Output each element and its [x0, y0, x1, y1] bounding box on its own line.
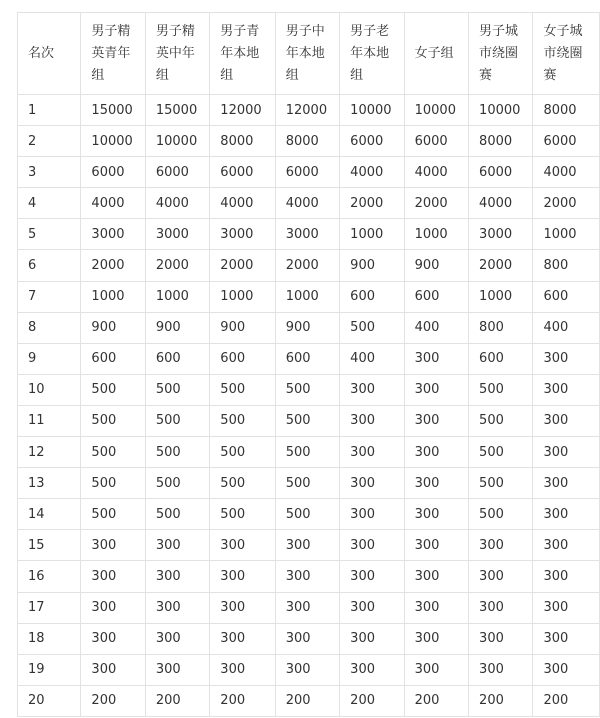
prize-cell: 8000	[275, 126, 339, 157]
prize-cell: 600	[533, 281, 600, 312]
prize-cell: 900	[81, 312, 145, 343]
prize-cell: 2000	[81, 250, 145, 281]
rank-cell: 2	[18, 126, 81, 157]
prize-cell: 500	[469, 499, 533, 530]
prize-cell: 200	[340, 685, 404, 716]
prize-cell: 300	[340, 592, 404, 623]
table-row	[18, 374, 600, 405]
table-row	[18, 188, 600, 219]
prize-cell: 300	[340, 405, 404, 436]
prize-cell: 10000	[340, 95, 404, 126]
prize-cell: 300	[340, 437, 404, 468]
prize-cell: 300	[145, 530, 209, 561]
prize-cell: 800	[469, 312, 533, 343]
prize-cell: 500	[275, 374, 339, 405]
prize-cell: 3000	[145, 219, 209, 250]
header-category: 男子精英中年组	[145, 13, 209, 95]
prize-cell: 600	[210, 343, 275, 374]
prize-cell: 300	[404, 654, 468, 685]
prize-cell: 1000	[275, 281, 339, 312]
prize-cell: 200	[145, 685, 209, 716]
prize-cell: 600	[275, 343, 339, 374]
prize-cell: 300	[533, 623, 600, 654]
prize-cell: 6000	[210, 157, 275, 188]
table-row	[18, 405, 600, 436]
prize-cell: 300	[81, 592, 145, 623]
prize-cell: 2000	[145, 250, 209, 281]
prize-cell: 300	[533, 530, 600, 561]
prize-cell: 1000	[469, 281, 533, 312]
prize-cell: 300	[275, 623, 339, 654]
prize-cell: 300	[404, 592, 468, 623]
rank-cell: 9	[18, 343, 81, 374]
prize-cell: 500	[210, 374, 275, 405]
header-category: 女子组	[404, 13, 468, 95]
rank-cell: 20	[18, 685, 81, 716]
prize-cell: 3000	[469, 219, 533, 250]
prize-cell: 300	[469, 623, 533, 654]
prize-cell: 3000	[210, 219, 275, 250]
prize-cell: 300	[210, 530, 275, 561]
prize-cell: 300	[533, 654, 600, 685]
prize-cell: 6000	[404, 126, 468, 157]
prize-cell: 300	[469, 654, 533, 685]
prize-cell: 2000	[210, 250, 275, 281]
rank-cell: 15	[18, 530, 81, 561]
prize-cell: 300	[210, 561, 275, 592]
prize-cell: 300	[340, 623, 404, 654]
prize-cell: 10000	[404, 95, 468, 126]
prize-cell: 400	[404, 312, 468, 343]
table-row	[18, 157, 600, 188]
prize-cell: 1000	[340, 219, 404, 250]
prize-cell: 6000	[533, 126, 600, 157]
prize-cell: 4000	[210, 188, 275, 219]
prize-cell: 600	[81, 343, 145, 374]
prize-cell: 500	[81, 499, 145, 530]
table-row	[18, 468, 600, 499]
prize-table	[17, 12, 600, 717]
prize-cell: 300	[533, 561, 600, 592]
rank-cell: 18	[18, 623, 81, 654]
prize-cell: 400	[533, 312, 600, 343]
header-category: 女子城市绕圈赛	[533, 13, 600, 95]
prize-cell: 3000	[275, 219, 339, 250]
prize-cell: 300	[81, 530, 145, 561]
table-header	[18, 13, 600, 95]
prize-cell: 4000	[533, 157, 600, 188]
rank-cell: 12	[18, 437, 81, 468]
prize-cell: 4000	[340, 157, 404, 188]
header-category: 男子中年本地组	[275, 13, 339, 95]
prize-cell: 300	[469, 592, 533, 623]
prize-cell: 2000	[404, 188, 468, 219]
prize-cell: 10000	[81, 126, 145, 157]
prize-cell: 300	[340, 499, 404, 530]
header-category: 男子精英青年组	[81, 13, 145, 95]
prize-cell: 300	[275, 592, 339, 623]
prize-cell: 500	[340, 312, 404, 343]
prize-cell: 500	[275, 468, 339, 499]
table-row	[18, 561, 600, 592]
prize-cell: 300	[145, 654, 209, 685]
prize-cell: 2000	[469, 250, 533, 281]
prize-cell: 300	[340, 654, 404, 685]
prize-cell: 4000	[81, 188, 145, 219]
prize-cell: 200	[210, 685, 275, 716]
prize-cell: 300	[210, 654, 275, 685]
prize-cell: 300	[340, 561, 404, 592]
prize-cell: 500	[275, 499, 339, 530]
prize-cell: 300	[340, 530, 404, 561]
prize-cell: 200	[81, 685, 145, 716]
prize-cell: 300	[81, 654, 145, 685]
prize-cell: 900	[145, 312, 209, 343]
rank-cell: 19	[18, 654, 81, 685]
header-category: 男子老年本地组	[340, 13, 404, 95]
prize-cell: 500	[210, 437, 275, 468]
prize-cell: 12000	[210, 95, 275, 126]
prize-cell: 300	[210, 592, 275, 623]
prize-cell: 500	[469, 405, 533, 436]
prize-cell: 1000	[533, 219, 600, 250]
prize-cell: 500	[210, 405, 275, 436]
prize-cell: 1000	[81, 281, 145, 312]
prize-cell: 900	[340, 250, 404, 281]
prize-cell: 2000	[533, 188, 600, 219]
header-row	[18, 13, 600, 95]
table-row	[18, 250, 600, 281]
prize-cell: 300	[275, 654, 339, 685]
prize-cell: 300	[404, 623, 468, 654]
prize-cell: 6000	[469, 157, 533, 188]
rank-cell: 4	[18, 188, 81, 219]
prize-cell: 10000	[469, 95, 533, 126]
prize-cell: 600	[469, 343, 533, 374]
table-row	[18, 654, 600, 685]
prize-cell: 500	[81, 405, 145, 436]
prize-cell: 300	[533, 343, 600, 374]
prize-cell: 12000	[275, 95, 339, 126]
prize-cell: 200	[469, 685, 533, 716]
table-row	[18, 312, 600, 343]
header-category: 男子青年本地组	[210, 13, 275, 95]
prize-cell: 300	[340, 374, 404, 405]
prize-cell: 300	[404, 437, 468, 468]
prize-cell: 300	[404, 405, 468, 436]
prize-cell: 300	[404, 561, 468, 592]
prize-cell: 300	[533, 374, 600, 405]
header-rank: 名次	[18, 13, 81, 95]
prize-cell: 2000	[340, 188, 404, 219]
table-body	[18, 95, 600, 717]
table-row	[18, 685, 600, 716]
prize-cell: 500	[145, 499, 209, 530]
prize-cell: 500	[145, 468, 209, 499]
prize-cell: 500	[210, 468, 275, 499]
prize-cell: 500	[469, 468, 533, 499]
prize-cell: 4000	[469, 188, 533, 219]
table-row	[18, 437, 600, 468]
prize-cell: 2000	[275, 250, 339, 281]
table-row	[18, 623, 600, 654]
prize-cell: 300	[340, 468, 404, 499]
prize-cell: 1000	[404, 219, 468, 250]
table-row	[18, 530, 600, 561]
prize-cell: 500	[81, 468, 145, 499]
rank-cell: 11	[18, 405, 81, 436]
prize-cell: 500	[145, 405, 209, 436]
prize-cell: 300	[404, 374, 468, 405]
prize-cell: 10000	[145, 126, 209, 157]
rank-cell: 7	[18, 281, 81, 312]
prize-cell: 300	[404, 343, 468, 374]
prize-cell: 1000	[210, 281, 275, 312]
prize-cell: 300	[404, 499, 468, 530]
rank-cell: 14	[18, 499, 81, 530]
prize-cell: 8000	[469, 126, 533, 157]
table-row	[18, 592, 600, 623]
prize-cell: 600	[145, 343, 209, 374]
prize-cell: 6000	[81, 157, 145, 188]
prize-cell: 300	[275, 530, 339, 561]
prize-cell: 900	[210, 312, 275, 343]
prize-cell: 15000	[145, 95, 209, 126]
prize-cell: 300	[275, 561, 339, 592]
table-row	[18, 95, 600, 126]
prize-cell: 500	[275, 405, 339, 436]
rank-cell: 13	[18, 468, 81, 499]
rank-cell: 3	[18, 157, 81, 188]
prize-cell: 900	[404, 250, 468, 281]
prize-cell: 600	[404, 281, 468, 312]
prize-cell: 300	[469, 561, 533, 592]
prize-cell: 300	[145, 561, 209, 592]
rank-cell: 8	[18, 312, 81, 343]
prize-cell: 900	[275, 312, 339, 343]
rank-cell: 17	[18, 592, 81, 623]
prize-cell: 300	[533, 405, 600, 436]
rank-cell: 5	[18, 219, 81, 250]
prize-cell: 300	[469, 530, 533, 561]
rank-cell: 10	[18, 374, 81, 405]
prize-cell: 300	[145, 592, 209, 623]
prize-cell: 4000	[404, 157, 468, 188]
prize-cell: 15000	[81, 95, 145, 126]
prize-cell: 4000	[145, 188, 209, 219]
prize-cell: 300	[145, 623, 209, 654]
prize-cell: 500	[81, 437, 145, 468]
prize-cell: 300	[210, 623, 275, 654]
rank-cell: 16	[18, 561, 81, 592]
prize-cell: 800	[533, 250, 600, 281]
prize-cell: 500	[210, 499, 275, 530]
header-category: 男子城市绕圈赛	[469, 13, 533, 95]
prize-cell: 300	[533, 499, 600, 530]
rank-cell: 1	[18, 95, 81, 126]
prize-cell: 1000	[145, 281, 209, 312]
prize-cell: 200	[275, 685, 339, 716]
prize-cell: 500	[81, 374, 145, 405]
prize-cell: 300	[404, 468, 468, 499]
prize-cell: 3000	[81, 219, 145, 250]
prize-cell: 300	[404, 530, 468, 561]
table-row	[18, 126, 600, 157]
prize-cell: 6000	[340, 126, 404, 157]
prize-cell: 300	[533, 592, 600, 623]
prize-cell: 4000	[275, 188, 339, 219]
prize-cell: 600	[340, 281, 404, 312]
prize-cell: 8000	[533, 95, 600, 126]
prize-cell: 500	[469, 437, 533, 468]
prize-cell: 200	[404, 685, 468, 716]
table-row	[18, 343, 600, 374]
prize-cell: 6000	[275, 157, 339, 188]
prize-cell: 200	[533, 685, 600, 716]
prize-cell: 300	[533, 468, 600, 499]
prize-cell: 500	[145, 437, 209, 468]
prize-cell: 500	[145, 374, 209, 405]
prize-cell: 300	[81, 623, 145, 654]
rank-cell: 6	[18, 250, 81, 281]
prize-cell: 8000	[210, 126, 275, 157]
prize-cell: 500	[469, 374, 533, 405]
table-row	[18, 219, 600, 250]
prize-cell: 500	[275, 437, 339, 468]
prize-cell: 400	[340, 343, 404, 374]
prize-cell: 6000	[145, 157, 209, 188]
prize-cell: 300	[533, 437, 600, 468]
table-row	[18, 281, 600, 312]
table-row	[18, 499, 600, 530]
prize-cell: 300	[81, 561, 145, 592]
